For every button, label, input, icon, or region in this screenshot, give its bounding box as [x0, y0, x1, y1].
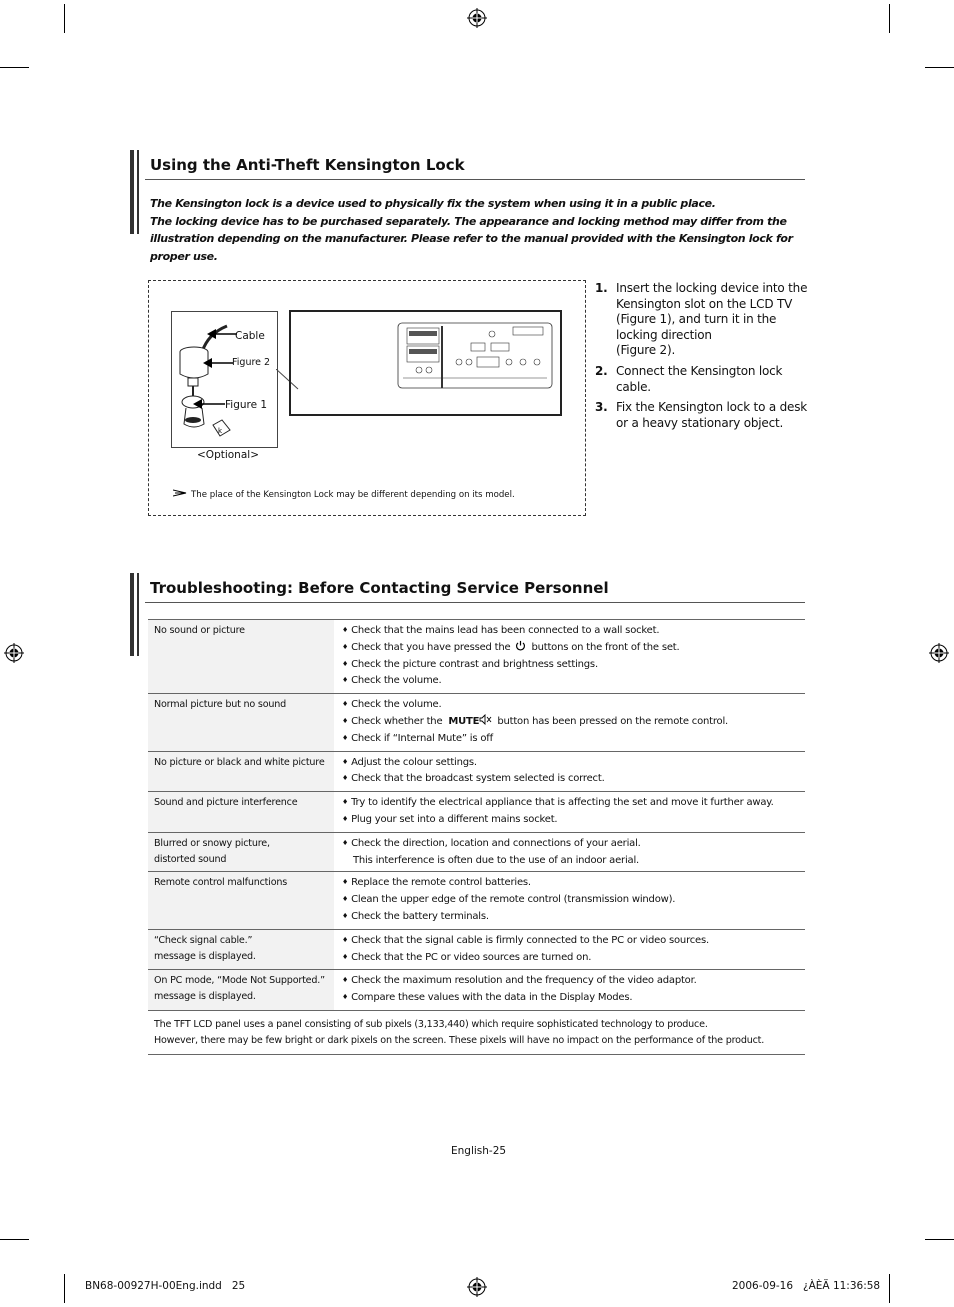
solution-item: ♦ Compare these values with the data in the Display Modes.	[342, 990, 799, 1007]
solution-item	[342, 714, 799, 731]
crop-mark	[889, 4, 890, 33]
register-mark-icon	[467, 8, 487, 28]
arrow-pointer-icon	[193, 398, 225, 410]
section-marker	[130, 150, 134, 234]
step-item	[595, 400, 810, 431]
solution-item: ♦ Check that the broadcast system selected is correct.	[342, 771, 799, 788]
section-marker	[130, 573, 134, 656]
solution-item: ♦ Check that the PC or video sources are turned on.	[342, 950, 799, 967]
solution-item: ♦ Check the volume.	[342, 673, 799, 690]
table-row	[148, 792, 805, 833]
note-line: However, there may be few bright or dark pixels on the screen. These pixels will have no impact on the performance of the product.	[154, 1034, 765, 1046]
symptom-cell: Blurred or snowy picture, distorted sound	[148, 832, 334, 872]
optional-label: <Optional>	[197, 449, 259, 461]
mute-label: MUTE	[448, 715, 480, 727]
section-title: Using the Anti-Theft Kensington Lock	[150, 156, 465, 174]
crop-mark	[925, 67, 954, 68]
troubleshooting-table	[148, 619, 805, 1055]
section-rule	[145, 602, 805, 603]
solution-item: ♦ Check the battery terminals.	[342, 909, 799, 926]
solution-item: ♦ Plug your set into a different mains socket.	[342, 812, 799, 829]
crop-mark	[0, 67, 29, 68]
intro-line: The Kensington lock is a device used to physically fix the system when using it in a public place.	[150, 197, 716, 210]
mute-icon	[479, 714, 492, 725]
section-marker	[137, 150, 139, 234]
slug-file: BN68-00927H-00Eng.indd 25	[85, 1280, 246, 1292]
solution-text: button has been pressed on the remote control.	[497, 715, 729, 727]
crop-mark	[64, 4, 65, 33]
step-item	[595, 364, 810, 395]
step-text: Fix the Kensington lock to a desk or a heavy stationary object.	[616, 400, 807, 430]
solution-item: ♦ Check that the mains lead has been connected to a wall socket.	[342, 623, 799, 640]
solution-item: ♦ Replace the remote control batteries.	[342, 875, 799, 892]
symptom-cell: No sound or picture	[148, 620, 334, 694]
solution-cell	[334, 751, 805, 792]
table-row	[148, 832, 805, 872]
step-item	[595, 281, 810, 359]
arrow-pointer-icon	[203, 357, 233, 369]
solution-item: ♦ Clean the upper edge of the remote control (transmission window).	[342, 892, 799, 909]
solution-item	[342, 640, 799, 657]
solution-cell	[334, 620, 805, 694]
register-mark-icon	[929, 643, 949, 663]
svg-text:k: k	[218, 427, 223, 435]
page-number: English-25	[451, 1145, 507, 1157]
intro-line: The locking device has to be purchased separately. The appearance and locking method may differ from the illustration depending on the manufacturer. Please refer to the manual provided with the Kensington lock for proper use.	[150, 214, 793, 263]
solution-item: ♦ Try to identify the electrical appliance that is affecting the set and move it further away.	[342, 795, 799, 812]
note-line: The TFT LCD panel uses a panel consisting of sub pixels (3,133,440) which require sophisticated technology to produce.	[154, 1018, 708, 1030]
symptom-cell: No picture or black and white picture	[148, 751, 334, 792]
symptom-cell: Remote control malfunctions	[148, 872, 334, 929]
step-number: 1.	[595, 281, 608, 295]
step-text: Connect the Kensington lock cable.	[616, 363, 783, 394]
crop-mark	[889, 1274, 890, 1303]
power-icon	[515, 640, 526, 651]
figure2-label: Figure 2	[232, 357, 271, 368]
solution-cell	[334, 792, 805, 833]
solution-text: ♦ Check that you have pressed the	[342, 642, 510, 653]
table-row	[148, 694, 805, 751]
cable-label: Cable	[235, 330, 265, 342]
arrow-pointer-icon	[173, 489, 187, 497]
crop-mark	[0, 1239, 29, 1240]
tv-rear-illustration	[289, 310, 562, 416]
section-title: Troubleshooting: Before Contacting Service Personnel	[150, 579, 609, 597]
symptom-cell: Sound and picture interference	[148, 792, 334, 833]
solution-text: ♦ Check whether the	[342, 716, 442, 727]
table-note	[148, 1010, 805, 1054]
table-row	[148, 929, 805, 970]
step-number: 3.	[595, 400, 608, 415]
solution-item: This interference is often due to the use of an indoor aerial.	[353, 854, 640, 866]
solution-item: ♦ Adjust the colour settings.	[342, 755, 799, 772]
solution-text: buttons on the front of the set.	[531, 641, 680, 653]
solution-item: ♦ Check the maximum resolution and the frequency of the video adaptor.	[342, 973, 799, 990]
symptom-cell: On PC mode, “Mode Not Supported.” message is displayed.	[148, 970, 334, 1011]
solution-item: ♦ Check that the signal cable is firmly connected to the PC or video sources.	[342, 933, 799, 950]
solution-cell	[334, 970, 805, 1011]
solution-item: ♦ Check the direction, location and connections of your aerial.	[342, 836, 799, 853]
section-marker	[137, 573, 139, 656]
symptom-cell: “Check signal cable.” message is displayed.	[148, 929, 334, 970]
solution-item: ♦ Check if “Internal Mute” is off	[342, 731, 799, 748]
step-number: 2.	[595, 363, 608, 378]
table-row	[148, 872, 805, 929]
register-mark-icon	[4, 643, 24, 663]
table-row	[148, 620, 805, 694]
arrow-pointer-icon	[207, 328, 237, 340]
figure-note: The place of the Kensington Lock may be different depending on its model.	[191, 490, 515, 500]
solution-cell	[334, 694, 805, 751]
steps-list	[595, 281, 810, 436]
solution-item: ♦ Check the picture contrast and brightness settings.	[342, 657, 799, 674]
section-rule	[145, 179, 805, 180]
figure-box	[148, 280, 586, 516]
figure1-label: Figure 1	[225, 399, 268, 411]
step-text: Insert the locking device into the Kensington slot on the LCD TV (Figure 1), and turn it in the locking direction (Figure 2).	[616, 281, 808, 358]
table-row	[148, 1010, 805, 1054]
intro-text	[150, 195, 805, 265]
table-row	[148, 970, 805, 1011]
crop-mark	[64, 1274, 65, 1303]
tv-rear-panel-icon	[291, 312, 560, 414]
slug-date: 2006-09-16 ¿ÀÈÄ 11:36:58	[732, 1280, 881, 1292]
solution-cell	[334, 832, 805, 872]
solution-cell	[334, 929, 805, 970]
register-mark-icon	[467, 1277, 487, 1297]
crop-mark	[925, 1239, 954, 1240]
table-row	[148, 751, 805, 792]
solution-item: ♦ Check the volume.	[342, 697, 799, 714]
symptom-cell: Normal picture but no sound	[148, 694, 334, 751]
solution-cell	[334, 872, 805, 929]
